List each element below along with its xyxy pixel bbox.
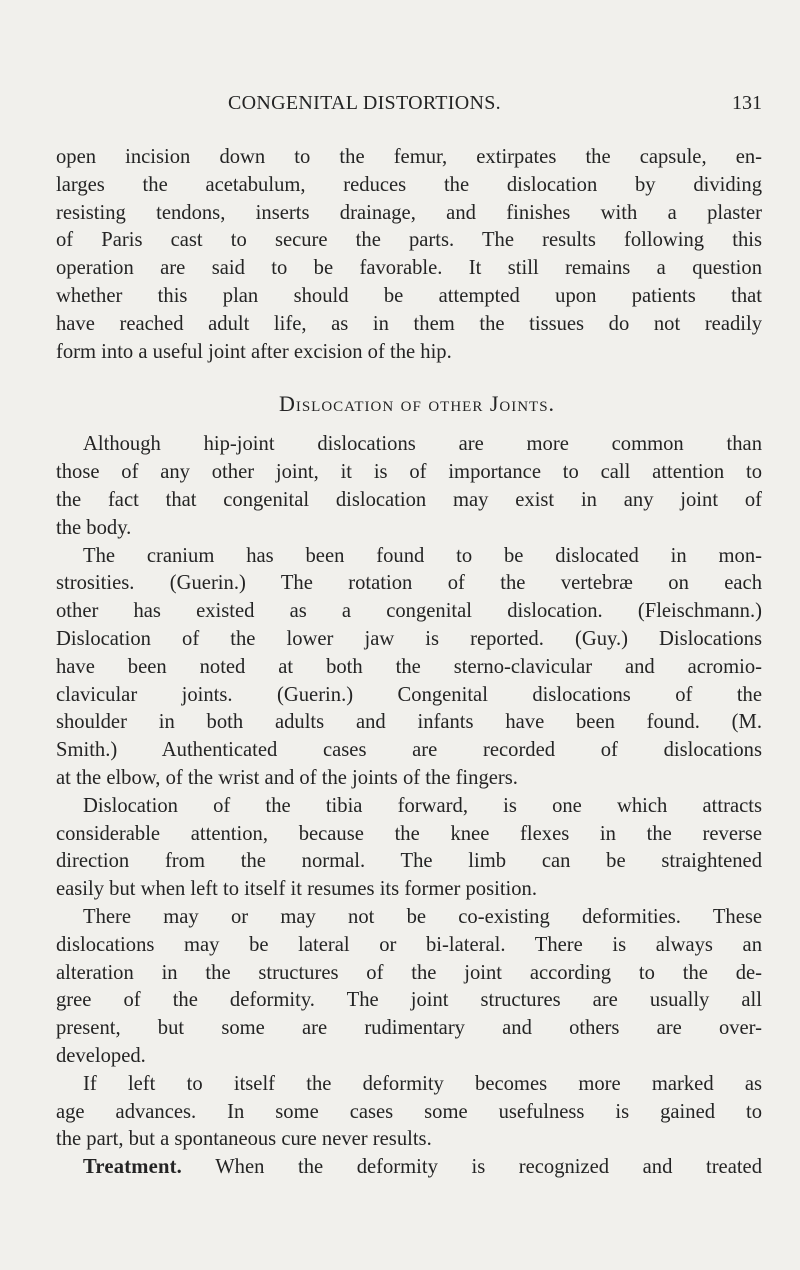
text-line: present, but some are rudimentary and others are over- xyxy=(56,1017,762,1040)
text-line: age advances. In some cases some usefulness is gained to xyxy=(56,1100,762,1123)
text-line: form into a useful joint after excision of the hip. xyxy=(56,340,452,363)
text-line: clavicular joints. (Guerin.) Congenital dislocations of the xyxy=(56,683,762,706)
text-line: the fact that congenital dislocation may exist in any joint of xyxy=(56,488,762,511)
text-line: gree of the deformity. The joint structures are usually all xyxy=(56,989,762,1012)
text-line: resisting tendons, inserts drainage, and finishes with a plaster xyxy=(56,201,762,224)
text-line: considerable attention, because the knee flexes in the reverse xyxy=(56,822,762,845)
section-heading: Dislocation of other Joints. xyxy=(278,391,556,417)
paragraph xyxy=(56,793,762,904)
text-line: shoulder in both adults and infants have been found. (M. xyxy=(56,711,762,734)
text-line: Smith.) Authenticated cases are recorded of dislocations xyxy=(56,739,762,762)
text-line: at the elbow, of the wrist and of the joints of the fingers. xyxy=(56,766,518,789)
text-line: If left to itself the deformity becomes more marked as xyxy=(83,1072,762,1095)
text-line: have reached adult life, as in them the tissues do not readily xyxy=(56,312,762,335)
paragraph xyxy=(56,1071,762,1154)
paragraph xyxy=(56,1154,762,1182)
page-number: 131 xyxy=(732,92,762,114)
text-line xyxy=(56,1154,762,1182)
text-line: Dislocation of the lower jaw is reported. (Guy.) Dislocations xyxy=(56,627,762,650)
body-text xyxy=(56,144,762,1182)
text-line: larges the acetabulum, reduces the dislocation by dividing xyxy=(56,173,762,196)
text-line: other has existed as a congenital dislocation. (Fleischmann.) xyxy=(56,600,762,623)
text-line: the part, but a spontaneous cure never results. xyxy=(56,1128,432,1151)
text-line: easily but when left to itself it resumes its former position. xyxy=(56,878,538,901)
text-line: Dislocation of the tibia forward, is one which attracts xyxy=(83,794,762,817)
running-head xyxy=(56,92,762,122)
paragraph xyxy=(56,144,762,366)
text-line: the body. xyxy=(56,516,132,539)
paragraph xyxy=(56,431,762,542)
text-line: operation are said to be favorable. It still remains a question xyxy=(56,257,762,280)
text-run: When the deformity is recognized and treated xyxy=(182,1156,762,1179)
paragraph xyxy=(56,543,762,793)
paragraph xyxy=(56,904,762,1071)
text-line: whether this plan should be attempted upon patients that xyxy=(56,284,762,307)
text-line: have been noted at both the sterno-clavicular and acromio- xyxy=(56,655,762,678)
text-line: Although hip-joint dislocations are more common than xyxy=(83,433,762,456)
text-line: strosities. (Guerin.) The rotation of the vertebræ on each xyxy=(56,572,762,595)
text-line: open incision down to the femur, extirpates the capsule, en- xyxy=(56,146,762,168)
text-line: those of any other joint, it is of importance to call attention to xyxy=(56,461,762,484)
text-line: The cranium has been found to be dislocated in mon- xyxy=(83,544,762,567)
text-line: direction from the normal. The limb can be straightened xyxy=(56,850,762,873)
text-line: of Paris cast to secure the parts. The results following this xyxy=(56,229,762,252)
text-line: alteration in the structures of the joint according to the de- xyxy=(56,961,762,984)
treatment-lead-in: Treatment. xyxy=(83,1156,183,1179)
text-line: There may or may not be co-existing deformities. These xyxy=(83,905,762,928)
running-title: CONGENITAL DISTORTIONS. xyxy=(228,92,501,114)
text-line: developed. xyxy=(56,1044,146,1067)
text-line: dislocations may be lateral or bi-lateral. There is always an xyxy=(56,933,762,956)
